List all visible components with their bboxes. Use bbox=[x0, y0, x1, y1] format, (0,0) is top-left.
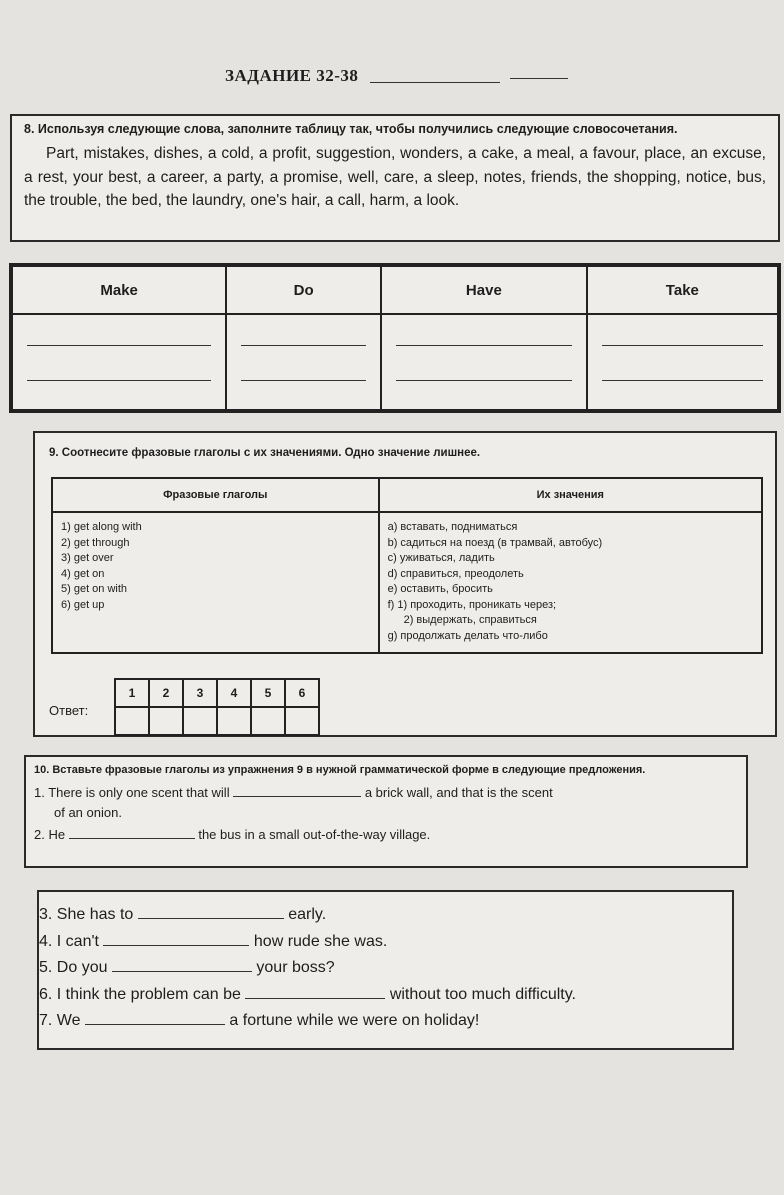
answer-line[interactable] bbox=[241, 323, 366, 346]
make-cell[interactable] bbox=[12, 314, 226, 410]
sentence-text: 7. We bbox=[39, 1012, 81, 1029]
task-10-instruction: 10. Вставьте фразовые глаголы из упражнения 9 в нужной грамматической форме в следующие предложения. bbox=[34, 764, 646, 776]
phrasal-verbs-table bbox=[51, 477, 763, 654]
take-cell[interactable] bbox=[587, 314, 778, 410]
sentence-3 bbox=[39, 902, 732, 929]
answer-line[interactable] bbox=[396, 323, 572, 346]
column-have: Have bbox=[381, 266, 587, 314]
meaning-item: e) оставить, бросить bbox=[387, 583, 493, 595]
answer-number: 2 bbox=[149, 679, 183, 707]
sentence-text: early. bbox=[288, 906, 327, 923]
task-8-word-list: Part, mistakes, dishes, a cold, a profit, suggestion, wonders, a cake, a meal, a favour, place, an excuse, a rest, your best, a career, a party, a promise, well, care, a sleep, notes, friends, the shopping, notice, bus, the trouble, the bed, the laundry, one's hair, a call, harm, a look. bbox=[24, 145, 766, 209]
column-make: Make bbox=[12, 266, 226, 314]
verb-item: 6) get up bbox=[61, 598, 105, 611]
answer-cell[interactable] bbox=[217, 707, 251, 735]
task-8-box bbox=[10, 114, 780, 242]
verbs-list bbox=[52, 512, 379, 653]
sentence-text: the bus in a small out-of-the-way village. bbox=[198, 827, 431, 842]
sentence-text: 4. I can't bbox=[39, 932, 99, 950]
answer-cell[interactable] bbox=[251, 707, 285, 735]
verb-item: 3) get over bbox=[61, 552, 114, 564]
column-take: Take bbox=[587, 266, 778, 314]
answer-line[interactable] bbox=[241, 358, 366, 381]
sentence-text: of an onion. bbox=[54, 805, 122, 820]
collocation-table bbox=[9, 263, 781, 413]
sentence-6 bbox=[39, 982, 732, 1009]
answer-cell[interactable] bbox=[285, 707, 319, 735]
answer-number: 5 bbox=[251, 679, 285, 707]
answer-cell[interactable] bbox=[149, 707, 183, 735]
sentence-text: a fortune while we were on holiday! bbox=[229, 1012, 480, 1029]
sentence-text: without too much difficulty. bbox=[389, 985, 576, 1003]
answer-line[interactable] bbox=[602, 323, 763, 346]
answer-line[interactable] bbox=[602, 358, 763, 381]
do-cell[interactable] bbox=[226, 314, 381, 410]
meanings-header: Их значения bbox=[379, 478, 762, 512]
title-underline bbox=[370, 82, 500, 83]
sentence-text: 1. There is only one scent that will bbox=[34, 785, 230, 800]
answer-gap[interactable] bbox=[245, 986, 385, 999]
sentence-7 bbox=[39, 1008, 732, 1035]
task-8-instruction: 8. Используя следующие слова, заполните таблицу так, чтобы получились следующие словосочетания. bbox=[24, 122, 678, 136]
meaning-item: f) 1) проходить, проникать через; bbox=[387, 598, 557, 611]
answer-gap[interactable] bbox=[85, 1012, 225, 1025]
answer-number: 4 bbox=[217, 679, 251, 707]
verb-item: 5) get on with bbox=[61, 583, 128, 595]
answer-gap[interactable] bbox=[233, 784, 361, 797]
answer-number: 3 bbox=[183, 679, 217, 707]
sentence-text: 6. I think the problem can be bbox=[39, 985, 241, 1003]
answer-number: 1 bbox=[115, 679, 149, 707]
answer-gap[interactable] bbox=[103, 933, 249, 946]
sentence-text: how rude she was. bbox=[253, 932, 388, 950]
sentence-5 bbox=[39, 955, 732, 982]
have-cell[interactable] bbox=[381, 314, 587, 410]
answer-grid bbox=[114, 678, 320, 736]
task-10-continued-box bbox=[37, 890, 734, 1050]
task-9-instruction: 9. Соотнесите фразовые глаголы с их значениями. Одно значение лишнее. bbox=[49, 447, 481, 459]
answer-line[interactable] bbox=[27, 323, 211, 346]
meaning-item: d) справиться, преодолеть bbox=[387, 567, 524, 580]
sentence-1 bbox=[34, 783, 738, 823]
answer-number: 6 bbox=[285, 679, 319, 707]
meaning-item: g) продолжать делать что-либо bbox=[387, 629, 548, 642]
meaning-item: c) уживаться, ладить bbox=[387, 552, 495, 564]
meaning-item: 2) выдержать, справиться bbox=[403, 614, 537, 626]
sentence-2 bbox=[34, 825, 738, 845]
verb-item: 1) get along with bbox=[61, 521, 142, 533]
task-9-box bbox=[33, 431, 777, 737]
sentence-4 bbox=[39, 929, 732, 956]
verbs-header: Фразовые глаголы bbox=[52, 478, 379, 512]
answer-gap[interactable] bbox=[138, 906, 284, 919]
verb-item: 4) get on bbox=[61, 567, 105, 580]
answer-cell[interactable] bbox=[115, 707, 149, 735]
answer-gap[interactable] bbox=[69, 826, 195, 839]
sentence-text: 3. She has to bbox=[39, 906, 134, 923]
answer-gap[interactable] bbox=[112, 959, 252, 972]
sentence-text: your boss? bbox=[256, 959, 335, 976]
column-do: Do bbox=[226, 266, 381, 314]
answer-label: Ответ: bbox=[49, 703, 89, 718]
answer-line[interactable] bbox=[27, 358, 211, 381]
sentence-text: 2. He bbox=[34, 827, 66, 842]
answer-line[interactable] bbox=[396, 358, 572, 381]
meaning-item: a) вставать, подниматься bbox=[387, 521, 518, 533]
task-10-box bbox=[24, 755, 748, 868]
sentence-text: a brick wall, and that is the scent bbox=[364, 785, 553, 800]
answer-cell[interactable] bbox=[183, 707, 217, 735]
meaning-item: b) садиться на поезд (в трамвай, автобус) bbox=[387, 536, 603, 549]
sentence-text: 5. Do you bbox=[39, 959, 108, 976]
verb-item: 2) get through bbox=[61, 536, 130, 549]
page-title: ЗАДАНИЕ 32-38 bbox=[225, 66, 359, 85]
title-underline-2 bbox=[510, 78, 568, 79]
meanings-list bbox=[379, 512, 762, 653]
